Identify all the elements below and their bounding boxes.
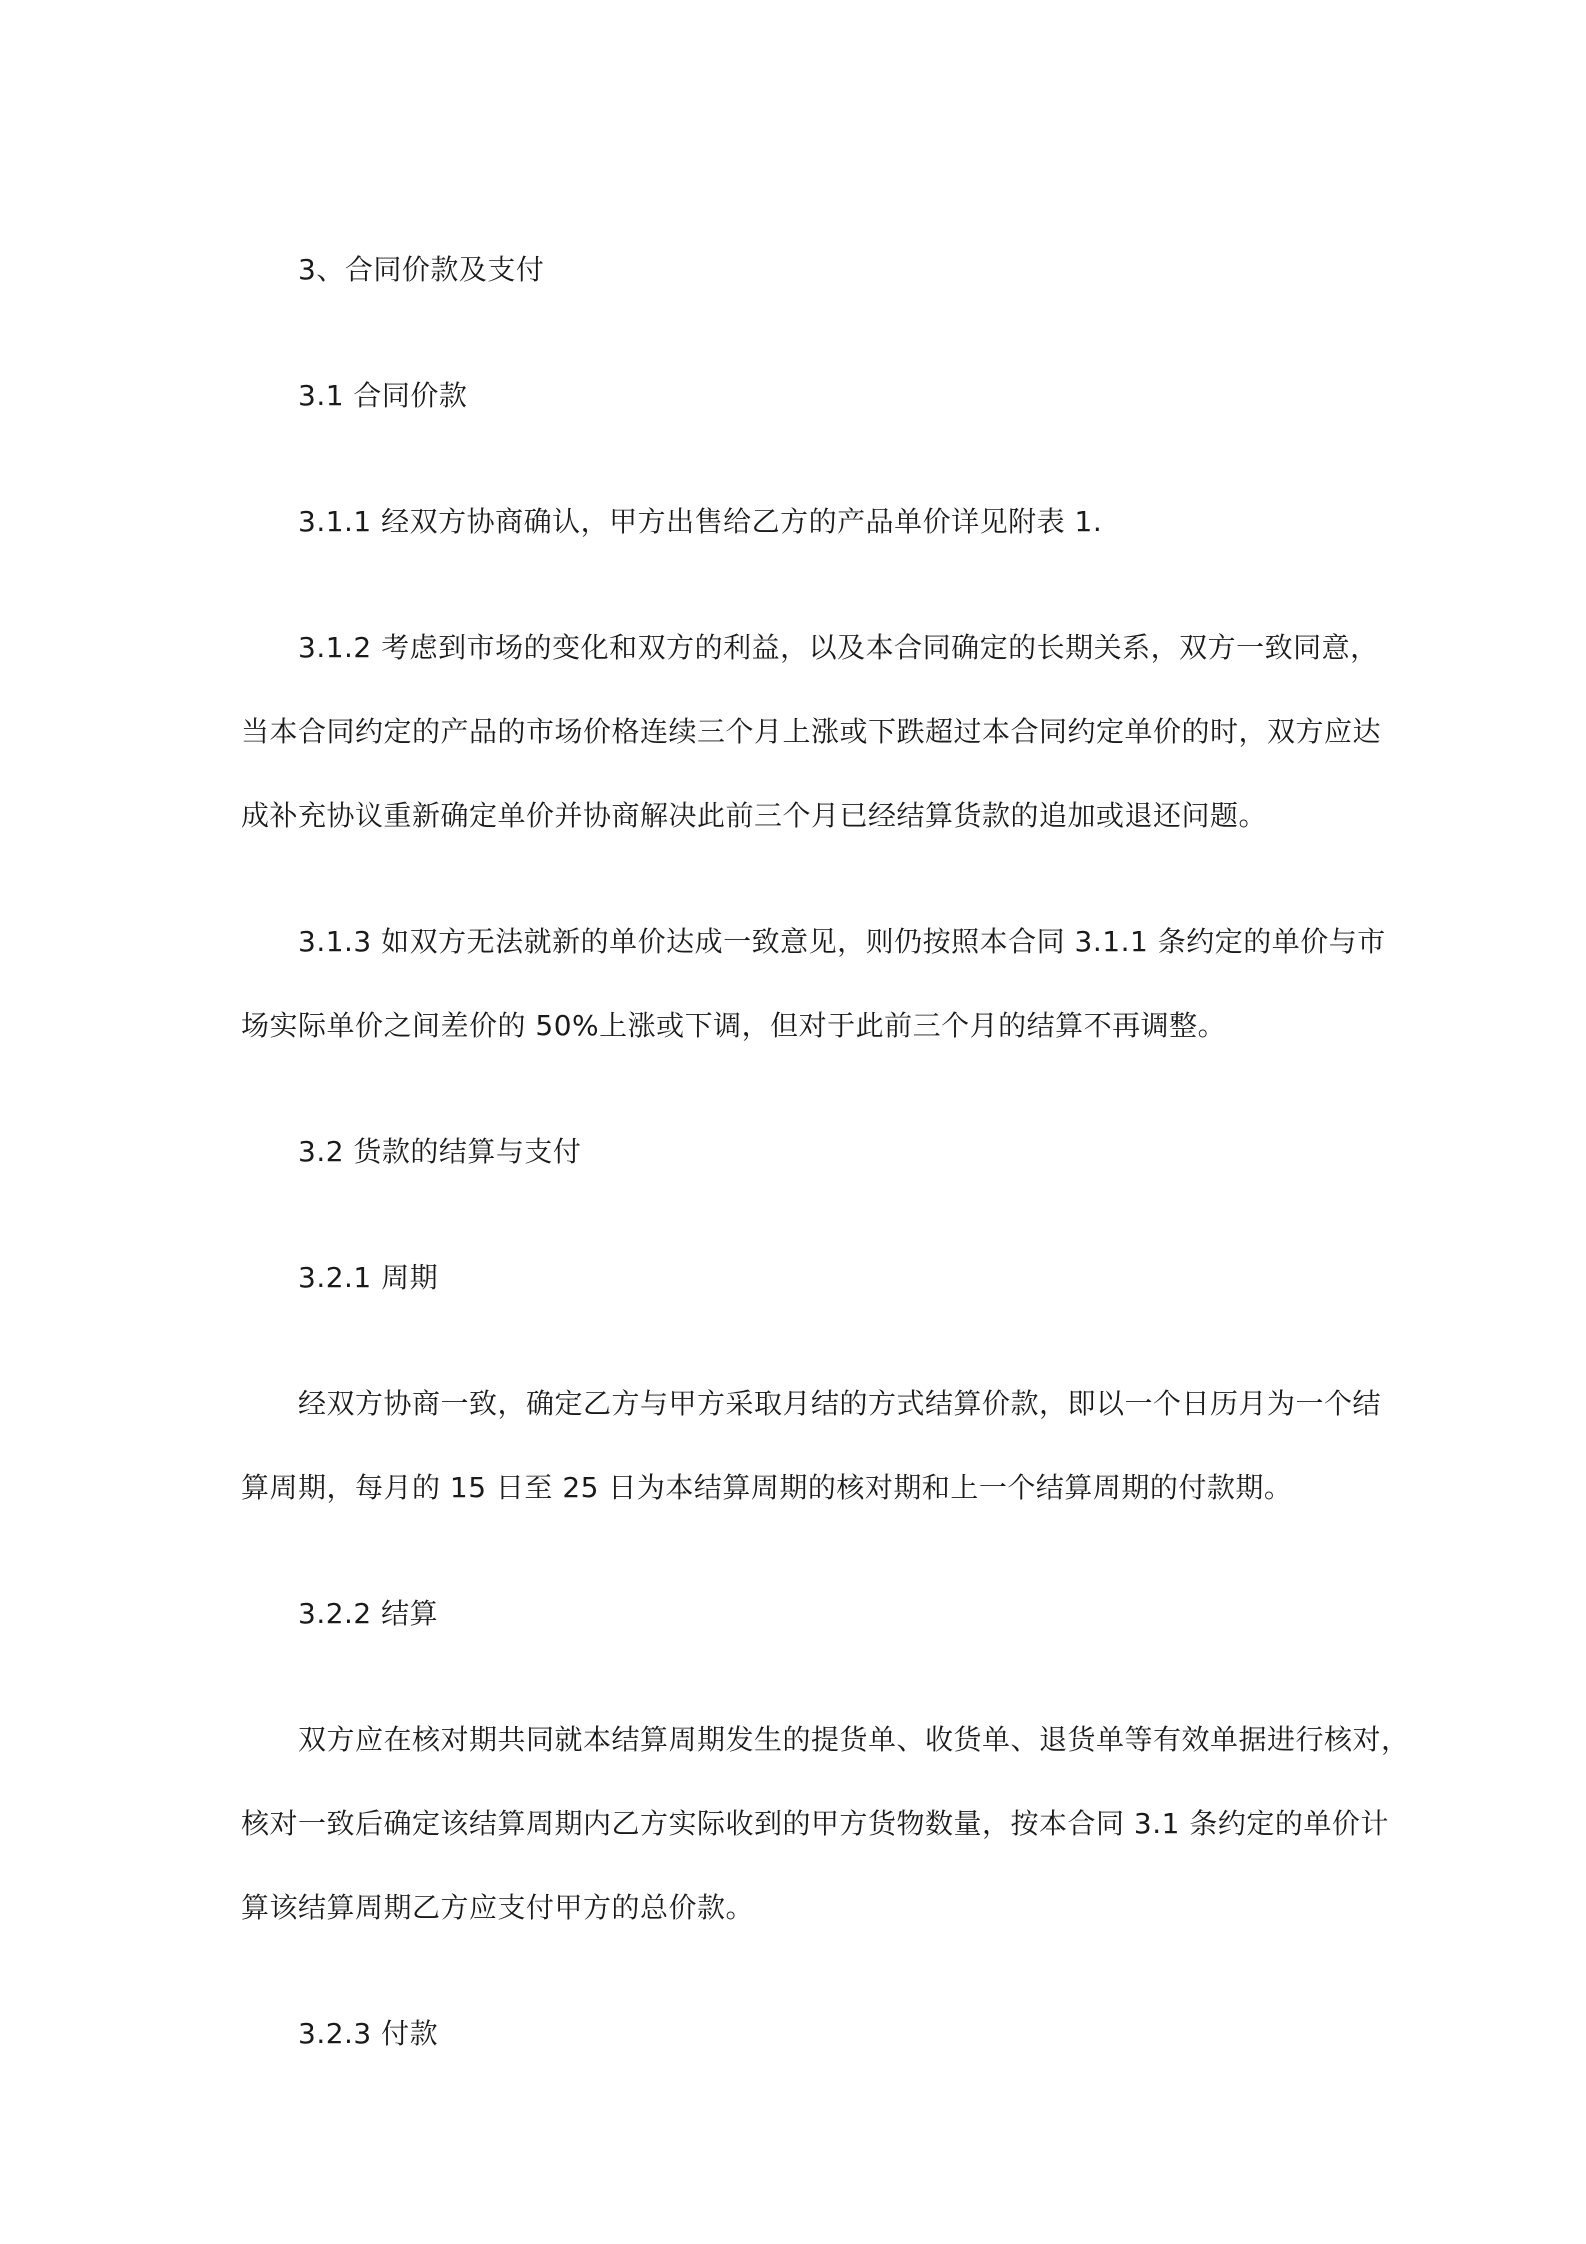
- clause-3-2-1-line-2: 算周期，每月的 15 日至 25 日为本结算周期的核对期和上一个结算周期的付款期。: [241, 1471, 1293, 1504]
- section-3-1-heading: 3.1 合同价款: [298, 379, 468, 412]
- clause-3-2-2-line-3: 算该结算周期乙方应支付甲方的总价款。: [241, 1891, 755, 1924]
- section-3-2-2-heading: 3.2.2 结算: [298, 1597, 439, 1630]
- section-3-heading: 3、合同价款及支付: [298, 253, 545, 286]
- clause-3-2-2-line-2: 核对一致后确定该结算周期内乙方实际收到的甲方货物数量，按本合同 3.1 条约定的单价计: [241, 1807, 1389, 1840]
- clause-3-1-3-line-2: 场实际单价之间差价的 50%上涨或下调，但对于此前三个月的结算不再调整。: [241, 1009, 1227, 1042]
- clause-3-1-1: 3.1.1 经双方协商确认，甲方出售给乙方的产品单价详见附表 1.: [298, 505, 1103, 538]
- clause-3-1-3-line-1: 3.1.3 如双方无法就新的单价达成一致意见，则仍按照本合同 3.1.1 条约定的单价与市: [298, 925, 1386, 958]
- section-3-2-3-heading: 3.2.3 付款: [298, 2017, 439, 2050]
- section-3-2-1-heading: 3.2.1 周期: [298, 1261, 439, 1294]
- section-3-2-heading: 3.2 货款的结算与支付: [298, 1135, 582, 1168]
- clause-3-2-2-line-1: 双方应在核对期共同就本结算周期发生的提货单、收货单、退货单等有效单据进行核对，: [298, 1723, 1410, 1756]
- clause-3-1-2-line-3: 成补充协议重新确定单价并协商解决此前三个月已经结算货款的追加或退还问题。: [241, 799, 1268, 832]
- clause-3-1-2-line-1: 3.1.2 考虑到市场的变化和双方的利益，以及本合同确定的长期关系，双方一致同意，: [298, 631, 1379, 664]
- clause-3-1-2-line-2: 当本合同约定的产品的市场价格连续三个月上涨或下跌超过本合同约定单价的时，双方应达: [241, 715, 1382, 748]
- clause-3-2-1-line-1: 经双方协商一致，确定乙方与甲方采取月结的方式结算价款，即以一个日历月为一个结: [298, 1387, 1382, 1420]
